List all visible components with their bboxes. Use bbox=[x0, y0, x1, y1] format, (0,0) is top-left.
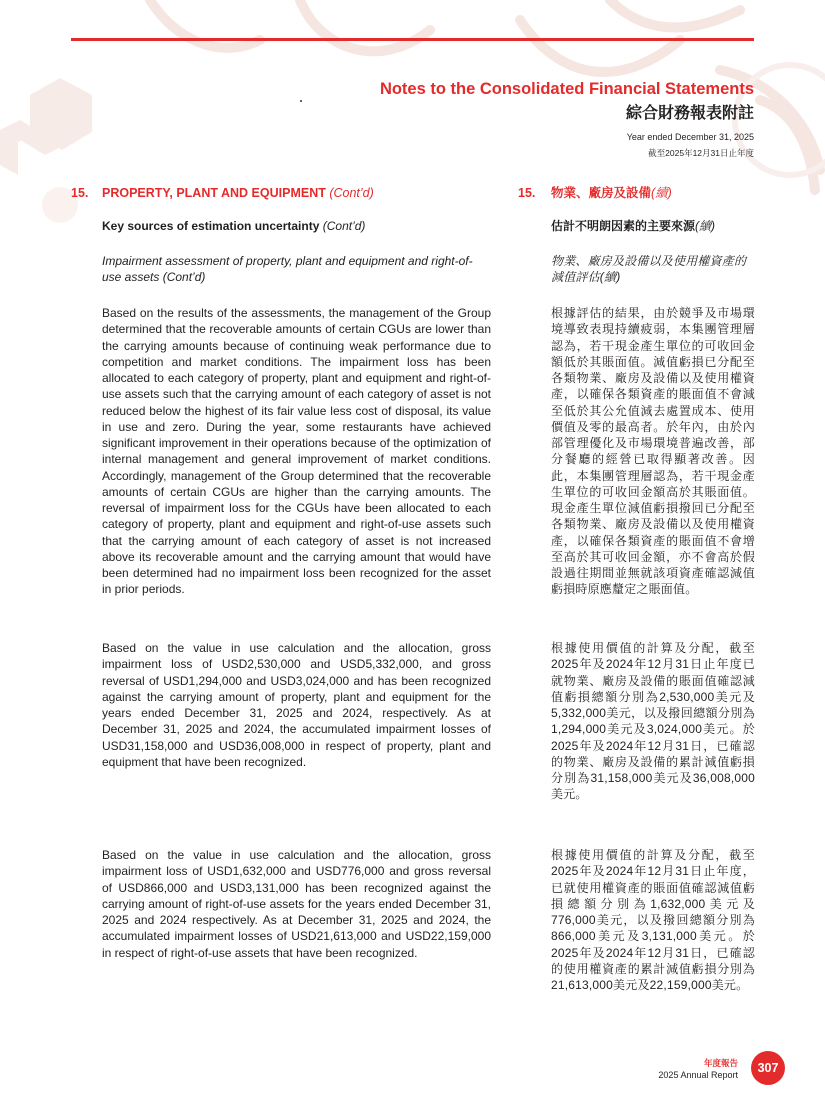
italic-heading-en: Impairment assessment of property, plant and equipment and right-of-use assets (Cont’d) bbox=[102, 254, 473, 285]
note-number-en: 15. bbox=[71, 186, 89, 200]
stray-dot bbox=[300, 100, 302, 102]
page-header bbox=[380, 78, 754, 160]
note-title-zh-suffix: (續) bbox=[651, 186, 672, 200]
subheading-en-text: Key sources of estimation uncertainty bbox=[102, 219, 320, 233]
note-number-zh: 15. bbox=[518, 186, 536, 200]
header-year-en: Year ended December 31, 2025 bbox=[626, 132, 754, 142]
note-title-zh bbox=[551, 185, 672, 201]
paragraph-zh-1: 根據評估的結果，由於競爭及市場環境導致表現持續疲弱，本集團管理層認為，若干現金產生單位的可收回金額低於其賬面值。減值虧損已分配至各類物業、廠房及設備以及使用權資產，以確保各類資產的賬面值不會減至低於其公允值減去處置成本、使用價值及零的最高者。於年內，由於內部管理優化及市場環境普遍改善，部分餐廳的經營已取得顯著改善。因此，本集團管理層認為，若干現金產生單位的可收回金額高於其賬面值。現金產生單位減值虧損撥回已分配至各類物業、廠房及設備以及使用權資產，以確保各類資產的賬面值不會增至高於其可收回金額，亦不會高於假設過往期間並無就該項資產確認減值虧損時原應釐定之賬面值。 bbox=[551, 306, 755, 597]
subheading-zh bbox=[551, 218, 715, 234]
note-title-zh-text: 物業、廠房及設備 bbox=[551, 186, 652, 200]
paragraph-en-3: Based on the value in use calculation and the allocation, gross impairment loss of USD1,632,000 and USD776,000 and gross reversal of USD866,000 and USD3,131,000 has been recognized against the carrying amount of right-of-use assets for the years ended December 31, 2025 and 2024 respectively. As at December 31, 2025 and 2024, the accumulated impairment losses of USD21,613,000 and USD22,159,000 in respect of right-of-use assets that have been recognized. bbox=[102, 848, 491, 960]
page-footer bbox=[658, 1057, 738, 1081]
subheading-zh-suffix: (續) bbox=[695, 219, 716, 233]
paragraph-zh-2: 根據使用價值的計算及分配，截至2025年及2024年12月31日止年度已就物業、廠房及設備的賬面值確認減值虧損總額分別為2,530,000美元及5,332,000美元，以及撥回總額分別為1,294,000美元及3,024,000美元。於2025年及2024年12月31日，已確認的物業、廠房及設備的累計減值虧損分別為31,158,000美元及36,008,000美元。 bbox=[551, 641, 755, 802]
subheading-en bbox=[102, 218, 365, 234]
subheading-en-suffix: (Cont’d) bbox=[322, 219, 366, 233]
footer-label-zh: 年度報告 bbox=[703, 1058, 738, 1068]
italic-heading-zh: 物業、廠房及設備以及使用權資產的減值評估(續) bbox=[551, 254, 747, 285]
subheading-zh-text: 估計不明朗因素的主要來源 bbox=[551, 219, 696, 233]
header-title-zh: 綜合財務報表附註 bbox=[625, 105, 754, 122]
top-rule bbox=[71, 38, 754, 41]
paragraph-en-1: Based on the results of the assessments, the management of the Group determined that the recoverable amounts of certain CGUs are lower than the carrying amounts because of continuing weak performance due to competition and market conditions. The impairment loss has been allocated to each category of property, plant and equipment and right-of-use assets such that the carrying amount of each category of asset is not reduced below the highest of its fair value less cost of disposal, its value in use and zero. During the year, some restaurants have achieved significant improvement in their operations because of the optimization of internal management and general improvement of market conditions. Accordingly, management of the Group determined that the recoverable amounts of certain CGUs are higher than the carrying amounts. The reversal of impairment loss for the CGUs have been allocated to each category of property, plant and equipment and right-of-use assets such that the carrying amount of each category of asset is not increased above its recoverable amount and the carrying amount that would have been determined had no impairment loss been recognized for the asset in prior periods. bbox=[102, 306, 491, 597]
paragraph-en-2: Based on the value in use calculation and the allocation, gross impairment loss of USD2,530,000 and USD5,332,000, and gross reversal of USD1,294,000 and USD3,024,000 and has been recognized against the carrying amount of property, plant and equipment for the years ended December 31, 2025 and 2024, respectively. As at December 31, 2025 and 2024, the accumulated impairment losses of USD31,158,000 and USD36,008,000 in respect of property, plant and equipment that have been recognized. bbox=[102, 641, 491, 769]
header-year-zh: 截至2025年12月31日止年度 bbox=[648, 148, 754, 158]
paragraph-zh-3: 根據使用價值的計算及分配，截至2025年及2024年12月31日止年度，已就使用權資產的賬面值確認減值虧損總額分別為1,632,000美元及776,000美元，以及撥回總額分別為866,000美元及3,131,000美元。於2025年及2024年12月31日，已確認的使用權資產的累計減值虧損分別為21,613,000美元及22,159,000美元。 bbox=[551, 848, 755, 992]
page-number-badge: 307 bbox=[751, 1051, 785, 1085]
footer-label-en: 2025 Annual Report bbox=[658, 1070, 738, 1080]
note-title-en-text: PROPERTY, PLANT AND EQUIPMENT bbox=[102, 186, 326, 200]
header-title-en: Notes to the Consolidated Financial Statements bbox=[379, 80, 754, 98]
note-title-en bbox=[102, 185, 374, 201]
note-title-en-suffix: (Cont’d) bbox=[329, 186, 374, 200]
